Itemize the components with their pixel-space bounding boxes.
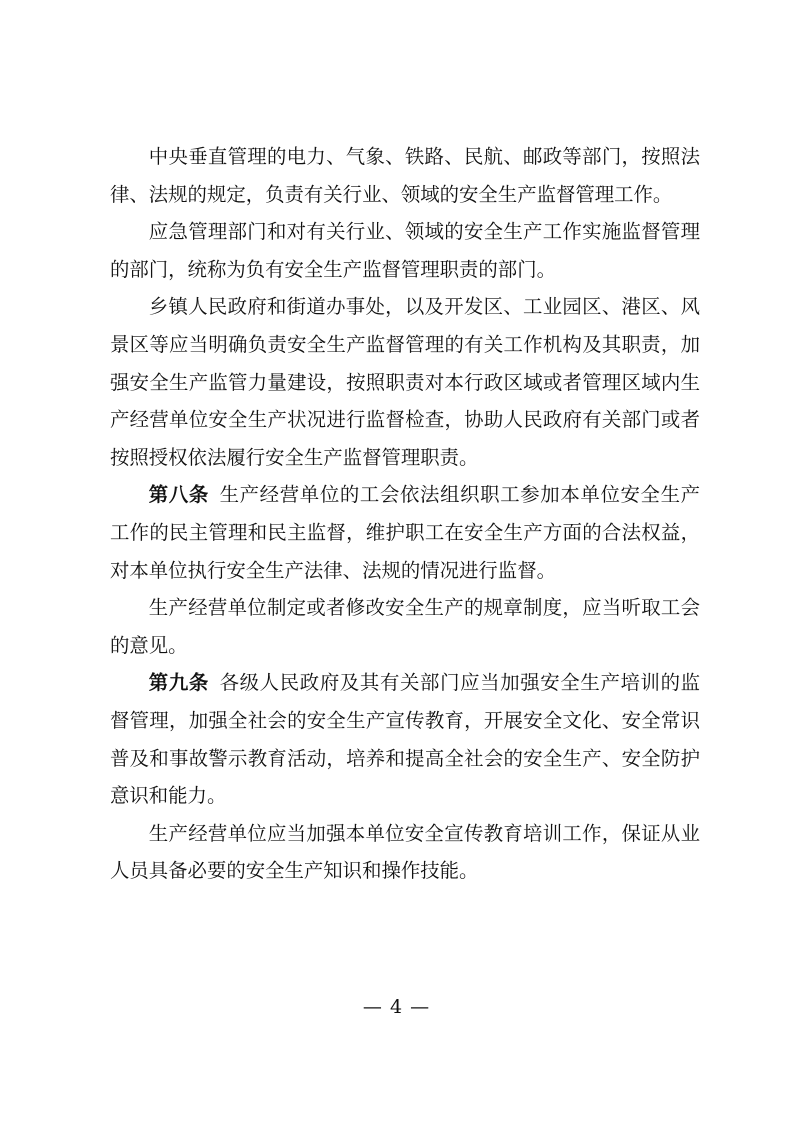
paragraph-text: 生产经营单位制定或者修改安全生产的规章制度，应当听取工会的意见。: [110, 596, 700, 657]
article-label-9: 第九条: [148, 671, 209, 695]
paragraph-text: 生产经营单位的工会依法组织职工参加本单位安全生产工作的民主管理和民主监督，维护职工在安全生产方面的合法权益，对本单位执行安全生产法律、法规的情况进行监督。: [110, 483, 701, 582]
page-number: — 4 —: [362, 996, 431, 1018]
paragraph-7: [110, 815, 700, 890]
paragraph-text: 生产经营单位应当加强本单位安全宣传教育培训工作，保证从业人员具备必要的安全生产知识和操作技能。: [110, 821, 700, 883]
paragraph-3: [110, 288, 700, 476]
paragraph-5: [110, 589, 700, 664]
paragraph-text: 中央垂直管理的电力、气象、铁路、民航、邮政等部门，按照法律、法规的规定，负责有关行业、领域的安全生产监督管理工作。: [110, 145, 700, 206]
paragraph-text: 各级人民政府及其有关部门应当加强安全生产培训的监督管理，加强全社会的安全生产宣传教育，开展安全文化、安全常识普及和事故警示教育活动，培养和提高全社会的安全生产、安全防护意识和能力。: [110, 671, 701, 808]
article-label-8: 第八条: [148, 483, 209, 507]
paragraph-2: [110, 213, 700, 288]
paragraph-text: 乡镇人民政府和街道办事处，以及开发区、工业园区、港区、风景区等应当明确负责安全生产监督管理的有关工作机构及其职责，加强安全生产监管力量建设，按照职责对本行政区域或者管理区域内生产经营单位安全生产状况进行监督检查，协助人民政府有关部门或者按照授权依法履行安全生产监督管理职责。: [110, 295, 700, 469]
paragraph-1: [110, 138, 700, 213]
document-body: [110, 138, 700, 890]
paragraph-article-8: [110, 476, 700, 589]
paragraph-article-9: [110, 664, 700, 814]
paragraph-text: 应急管理部门和对有关行业、领域的安全生产工作实施监督管理的部门，统称为负有安全生产监督管理职责的部门。: [110, 220, 700, 281]
